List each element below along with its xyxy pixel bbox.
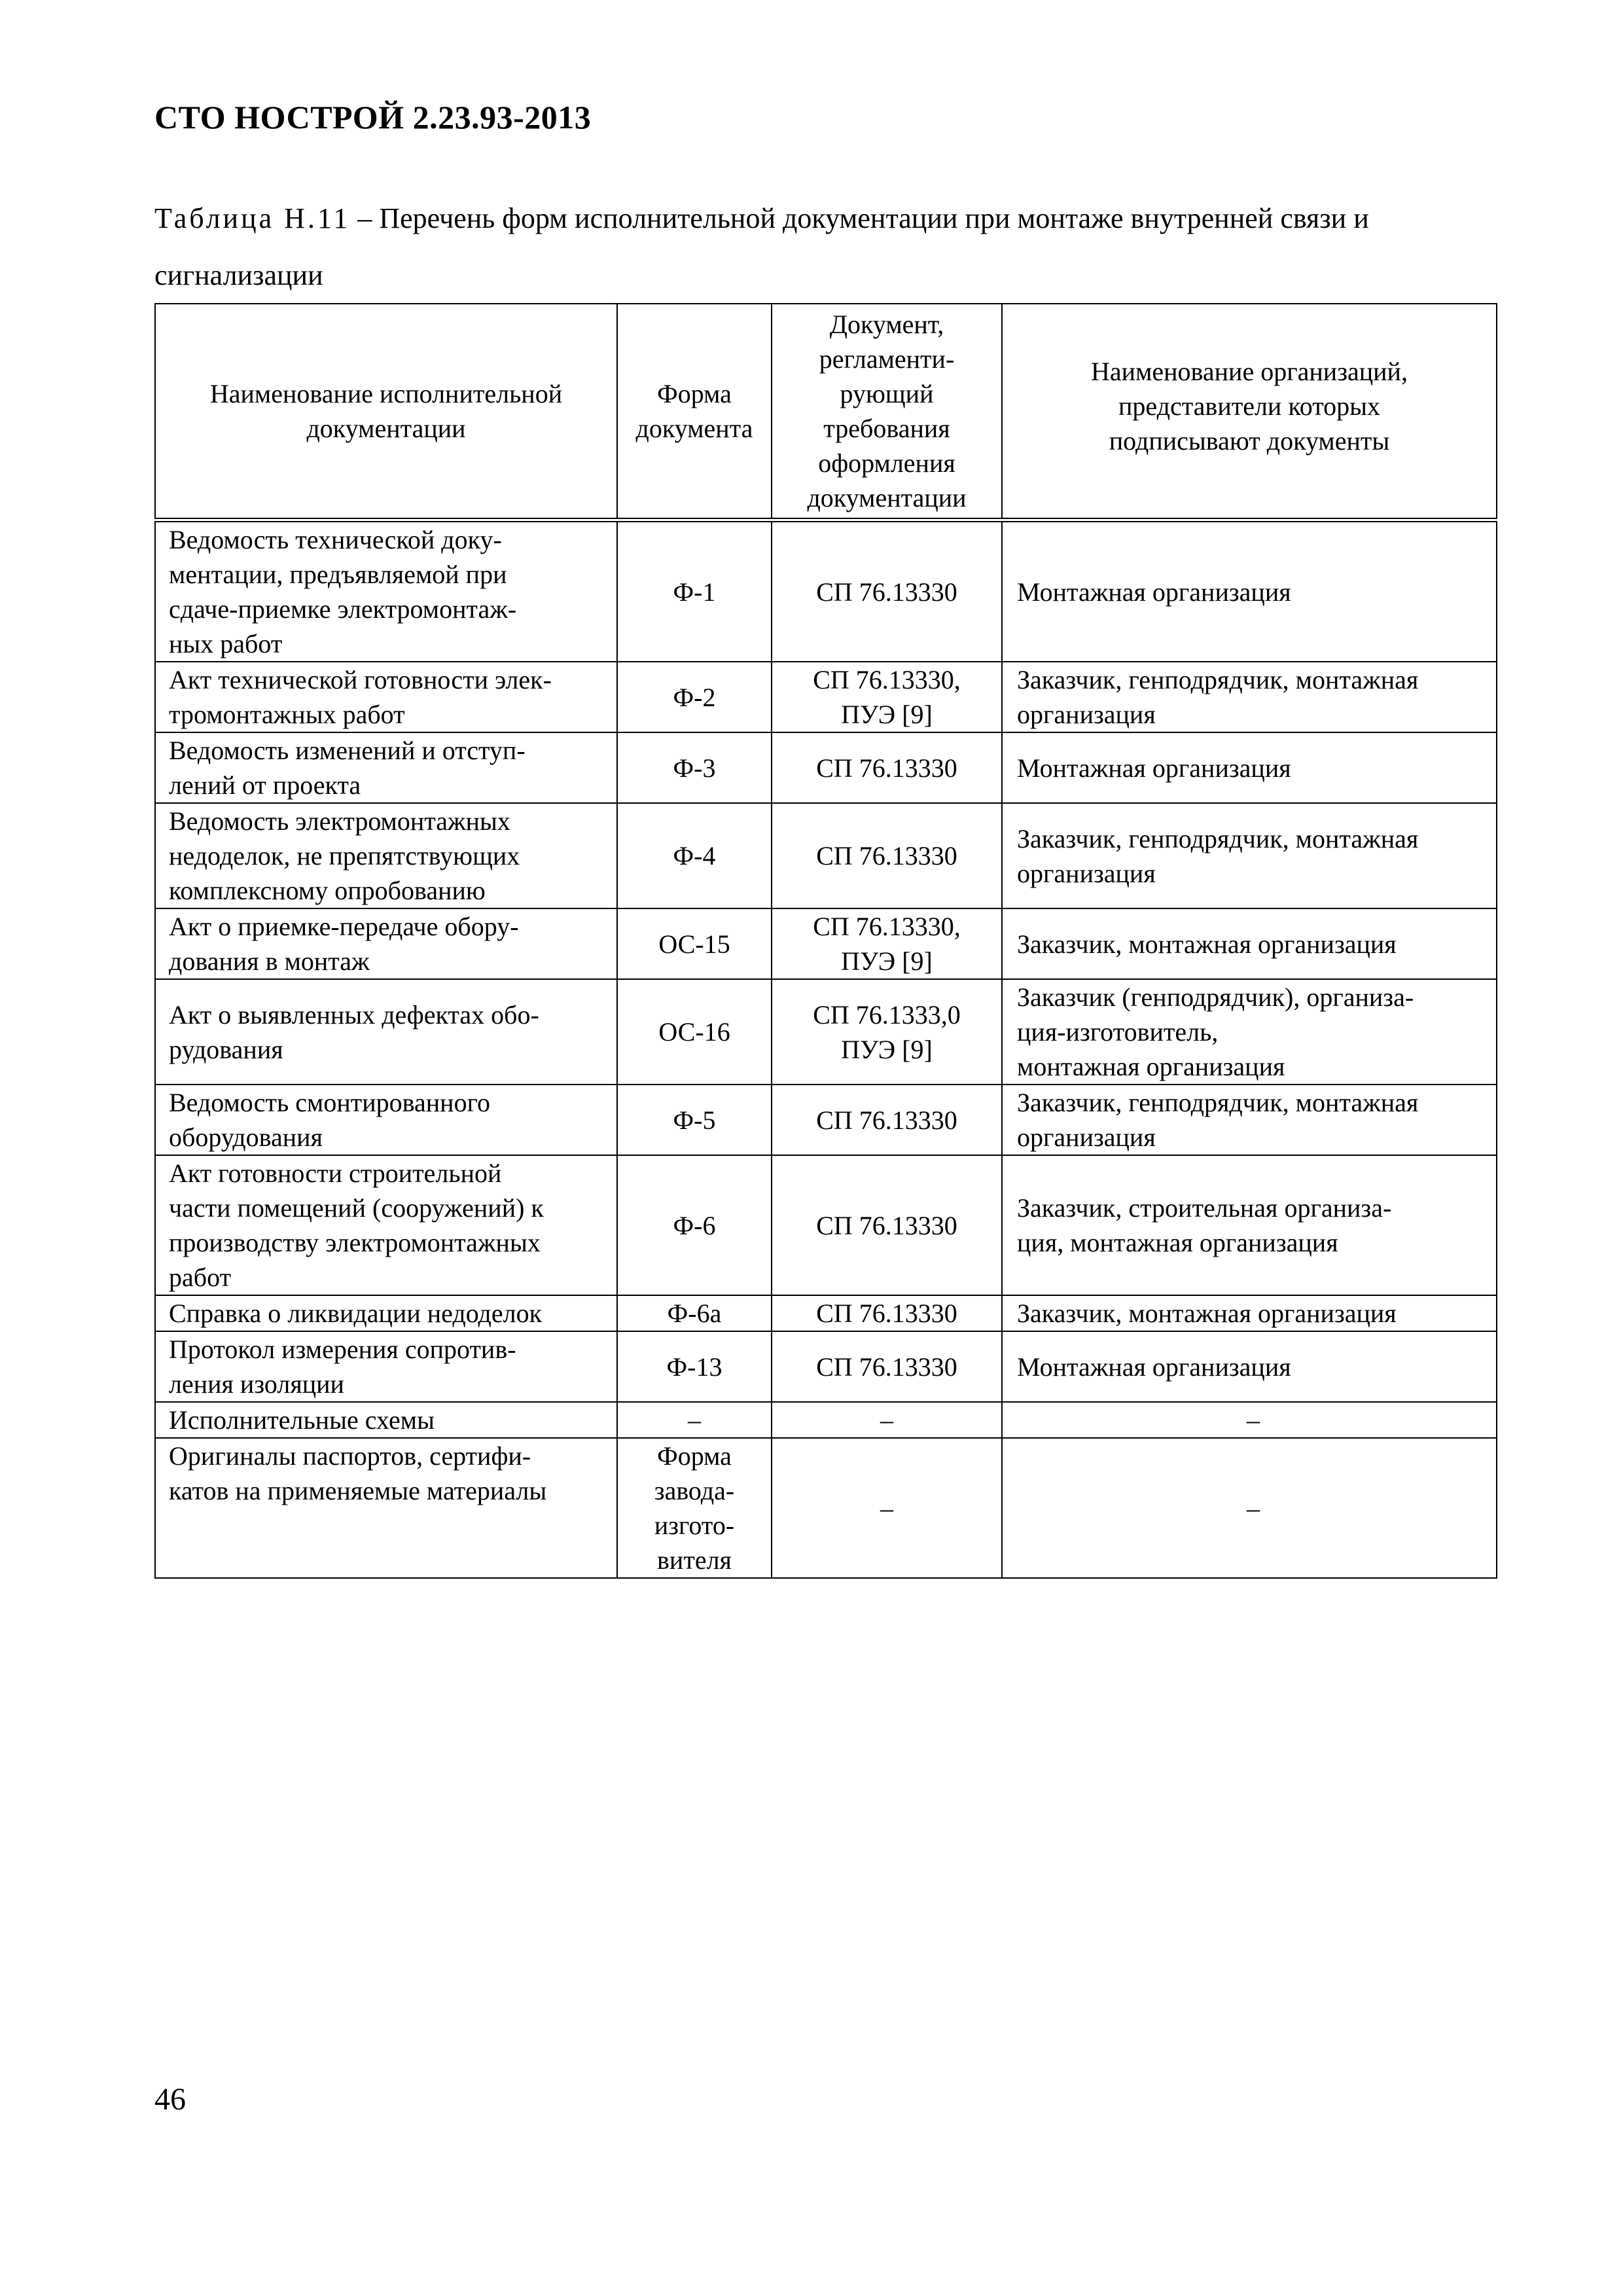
row-organizations: Заказчик, генподрядчик, монтажная организация — [1002, 1085, 1497, 1155]
row-document-name: Акт готовности строительной части помещений (сооружений) к производству электромонтажных работ — [155, 1155, 617, 1295]
row-regulation: – — [772, 1402, 1002, 1438]
table-row — [155, 1438, 1497, 1578]
table-row — [155, 1295, 1497, 1331]
row-document-name: Протокол измерения сопротив- ления изоляции — [155, 1331, 617, 1402]
table-caption — [154, 190, 1496, 304]
row-form-code: Ф-5 — [617, 1085, 772, 1155]
row-regulation: СП 76.13330 — [772, 732, 1002, 803]
row-document-name: Оригиналы паспортов, сертифи- катов на применяемые материалы — [155, 1438, 617, 1578]
table-row — [155, 908, 1497, 979]
row-regulation: СП 76.13330 — [772, 803, 1002, 908]
row-organizations: Заказчик, генподрядчик, монтажная организация — [1002, 803, 1497, 908]
row-regulation: – — [772, 1438, 1002, 1578]
row-form-code: Ф-4 — [617, 803, 772, 908]
row-regulation: СП 76.13330, ПУЭ [9] — [772, 662, 1002, 732]
row-organizations: Монтажная организация — [1002, 732, 1497, 803]
page-number: 46 — [154, 2082, 186, 2117]
row-regulation: СП 76.13330 — [772, 520, 1002, 662]
row-regulation: СП 76.1333,0 ПУЭ [9] — [772, 979, 1002, 1085]
row-form-code: Форма завода- изгото- вителя — [617, 1438, 772, 1578]
table-header-row — [155, 304, 1497, 520]
row-document-name: Акт о приемке-передаче обору- дования в монтаж — [155, 908, 617, 979]
row-form-code: Ф-2 — [617, 662, 772, 732]
table-row — [155, 732, 1497, 803]
table-row — [155, 662, 1497, 732]
table-row — [155, 1331, 1497, 1402]
row-document-name: Акт о выявленных дефектах обо- рудования — [155, 979, 617, 1085]
row-organizations: Заказчик, монтажная организация — [1002, 908, 1497, 979]
row-organizations: Заказчик, генподрядчик, монтажная организация — [1002, 662, 1497, 732]
document-standard-code: СТО НОСТРОЙ 2.23.93-2013 — [154, 99, 592, 135]
row-regulation: СП 76.13330 — [772, 1331, 1002, 1402]
row-organizations: – — [1002, 1438, 1497, 1578]
documentation-forms-table — [154, 303, 1497, 1579]
row-form-code: Ф-13 — [617, 1331, 772, 1402]
row-document-name: Справка о ликвидации недоделок — [155, 1295, 617, 1331]
row-organizations: – — [1002, 1402, 1497, 1438]
column-header-form: Форма документа — [617, 304, 772, 520]
table-caption-label: Таблица Н.11 — [154, 202, 351, 234]
row-form-code: ОС-16 — [617, 979, 772, 1085]
column-header-regulation: Документ, регламенти- рующий требования оформления документации — [772, 304, 1002, 520]
row-document-name: Ведомость электромонтажных недоделок, не препятствующих комплексному опробованию — [155, 803, 617, 908]
column-header-organizations: Наименование организаций, представители которых подписывают документы — [1002, 304, 1497, 520]
table-row — [155, 520, 1497, 662]
row-organizations: Заказчик, строительная организа- ция, монтажная организация — [1002, 1155, 1497, 1295]
row-form-code: Ф-3 — [617, 732, 772, 803]
table-row — [155, 1155, 1497, 1295]
row-organizations: Монтажная организация — [1002, 520, 1497, 662]
row-regulation: СП 76.13330 — [772, 1085, 1002, 1155]
row-document-name: Акт технической готовности элек- тромонтажных работ — [155, 662, 617, 732]
row-regulation: СП 76.13330 — [772, 1155, 1002, 1295]
row-form-code: – — [617, 1402, 772, 1438]
row-form-code: ОС-15 — [617, 908, 772, 979]
row-organizations: Заказчик, монтажная организация — [1002, 1295, 1497, 1331]
row-form-code: Ф-6 — [617, 1155, 772, 1295]
row-document-name: Ведомость смонтированного оборудования — [155, 1085, 617, 1155]
row-form-code: Ф-6а — [617, 1295, 772, 1331]
table-row — [155, 1085, 1497, 1155]
row-document-name: Ведомость изменений и отступ- лений от проекта — [155, 732, 617, 803]
row-organizations: Заказчик (генподрядчик), организа- ция-изготовитель, монтажная организация — [1002, 979, 1497, 1085]
row-form-code: Ф-1 — [617, 520, 772, 662]
table-caption-text: – Перечень форм исполнительной документации при монтаже внутренней связи и сигнализации — [154, 202, 1369, 291]
row-organizations: Монтажная организация — [1002, 1331, 1497, 1402]
column-header-name: Наименование исполнительной документации — [155, 304, 617, 520]
table-row — [155, 1402, 1497, 1438]
row-regulation: СП 76.13330 — [772, 1295, 1002, 1331]
table-row — [155, 979, 1497, 1085]
row-document-name: Ведомость технической доку- ментации, предъявляемой при сдаче-приемке электромонтаж- ных работ — [155, 520, 617, 662]
table-row — [155, 803, 1497, 908]
row-document-name: Исполнительные схемы — [155, 1402, 617, 1438]
row-regulation: СП 76.13330, ПУЭ [9] — [772, 908, 1002, 979]
